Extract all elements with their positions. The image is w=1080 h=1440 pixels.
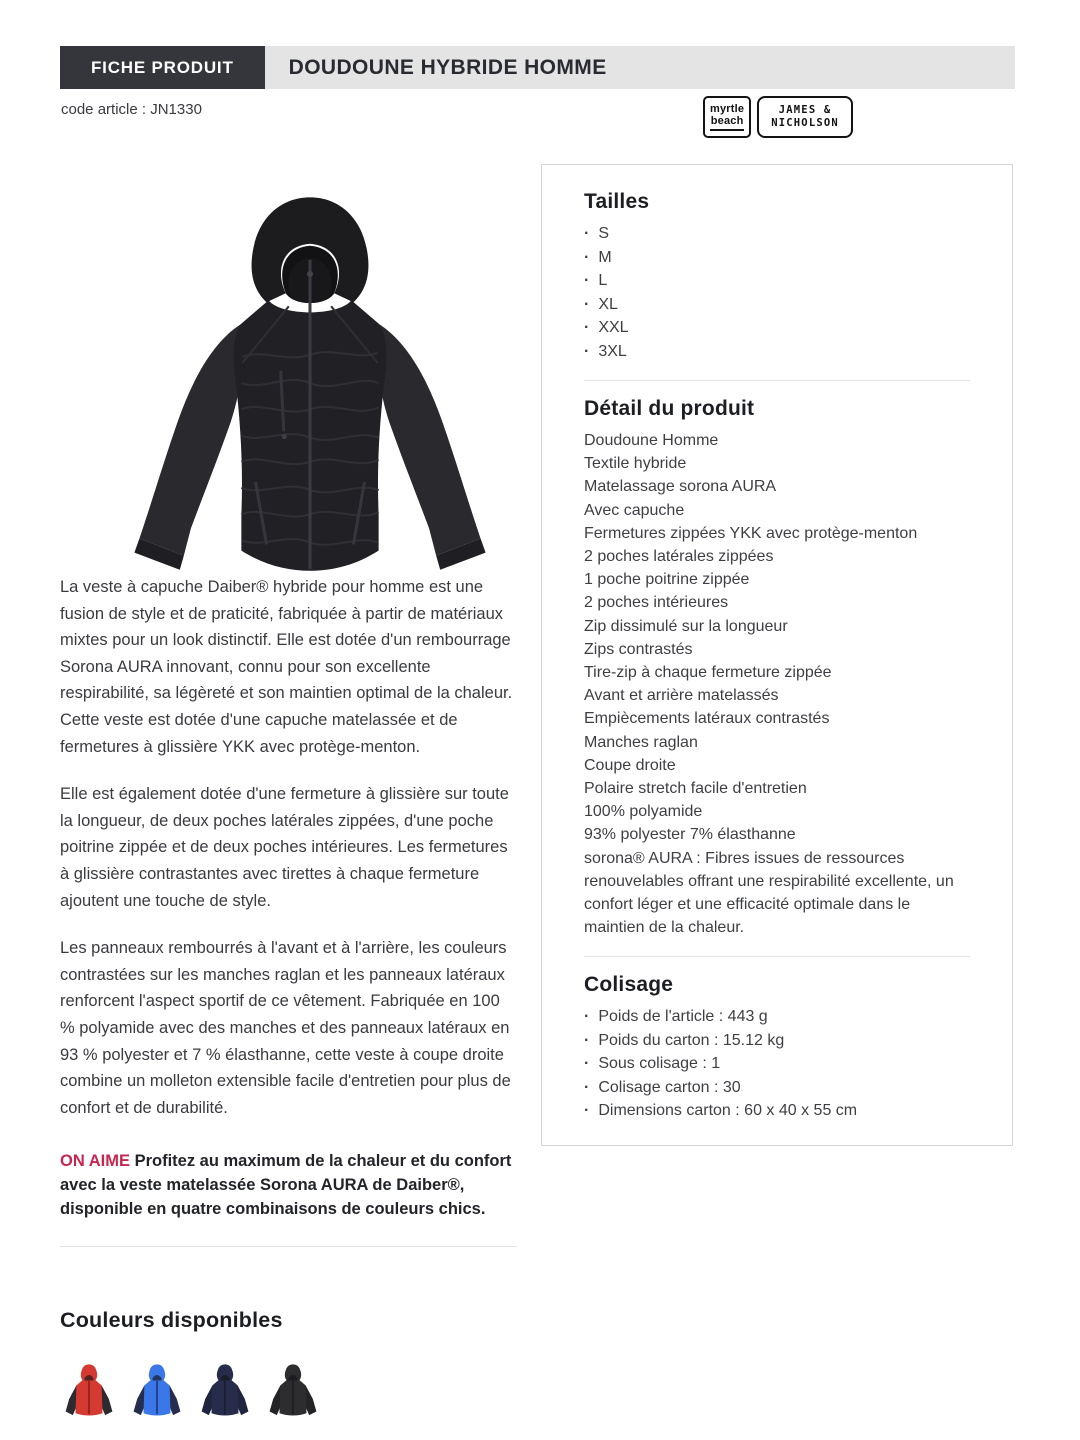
detail-line: Manches raglan — [584, 733, 698, 751]
page-title: DOUDOUNE HYBRIDE HOMME — [265, 46, 1015, 89]
size-item: · 3XL — [584, 340, 970, 364]
packaging-item: · Dimensions carton : 60 x 40 x 55 cm — [584, 1099, 970, 1123]
description-divider — [60, 1246, 517, 1247]
detail-line: Avec capuche — [584, 501, 685, 519]
sheet-type-badge: FICHE PRODUIT — [60, 46, 265, 89]
header-bar — [60, 46, 1015, 89]
myrtle-beach-logo: myrtle beach — [703, 96, 751, 138]
jacket-illustration — [93, 163, 527, 587]
description-paragraph-1: La veste à capuche Daiber® hybride pour homme est une fusion de style et de praticité, fabriquée à partir de matériaux mixtes pour un look distinctif. Elle est dotée d'un rembourrage Sorona AURA innovant, connu pour son excellente respirabilité, sa légèreté et son maintien optimal de la chaleur. Cette veste est dotée d'une capuche matelassée et de fermetures à glissière YKK avec protège-menton. — [60, 578, 513, 756]
brand-logos — [703, 96, 853, 138]
description-paragraph-2: Elle est également dotée d'une fermeture à glissière sur toute la longueur, de deux poches latérales zippées, d'une poche poitrine zippée et de deux poches intérieures. Les fermetures à glissière contrastantes avec tirettes à chaque fermeture ajoutent une touche de style. — [60, 785, 509, 910]
packaging-item: · Poids de l'article : 443 g — [584, 1005, 970, 1029]
myrtle-beach-logo-text: myrtle — [710, 103, 745, 115]
packaging-list — [584, 1005, 970, 1123]
jacket-swatch-icon — [130, 1354, 184, 1424]
product-description — [60, 574, 517, 1247]
detail-line: Coupe droite — [584, 756, 676, 774]
highlight-paragraph — [60, 1149, 517, 1221]
detail-line: Polaire stretch facile d'entretien — [584, 780, 807, 798]
detail-line: 2 poches intérieures — [584, 594, 729, 612]
detail-line: Avant et arrière matelassés — [584, 687, 779, 705]
detail-line: Fermetures zippées YKK avec protège-menton — [584, 524, 918, 542]
highlight-text: Profitez au maximum de la chaleur et du confort avec la veste matelassée Sorona AURA de Daiber®, disponible en quatre combinaisons de couleurs chics. — [60, 1152, 512, 1219]
color-swatches — [62, 1354, 320, 1424]
detail-line: 100% polyamide — [584, 803, 703, 821]
james-nicholson-logo-text: JAMES & — [778, 104, 832, 116]
color-swatch — [62, 1354, 116, 1424]
size-item: · S — [584, 222, 970, 246]
size-item: · M — [584, 246, 970, 270]
detail-line: sorona® AURA : Fibres issues de ressources renouvelables offrant une respirabilité excellente, un confort léger et une efficacité optimale dans le maintien de la chaleur. — [584, 849, 954, 937]
size-item: · XL — [584, 293, 970, 317]
color-swatch — [266, 1354, 320, 1424]
info-panel — [541, 164, 1013, 1146]
packaging-heading: Colisage — [584, 973, 674, 997]
color-swatch — [198, 1354, 252, 1424]
logo-underline — [710, 129, 744, 131]
colors-heading: Couleurs disponibles — [60, 1308, 283, 1332]
jacket-swatch-icon — [198, 1354, 252, 1424]
detail-line: 93% polyester 7% élasthanne — [584, 826, 796, 844]
sizes-heading: Tailles — [584, 190, 650, 213]
packaging-item: · Colisage carton : 30 — [584, 1076, 970, 1100]
detail-line: 1 poche poitrine zippée — [584, 571, 750, 589]
details-list — [584, 429, 970, 939]
jacket-swatch-icon — [62, 1354, 116, 1424]
detail-line: Empiècements latéraux contrastés — [584, 710, 830, 728]
detail-line: Matelassage sorona AURA — [584, 478, 777, 496]
article-code: code article : JN1330 — [61, 101, 202, 118]
size-item: · XXL — [584, 316, 970, 340]
description-paragraph-3: Les panneaux rembourrés à l'avant et à l'arrière, les couleurs contrastées sur les manches raglan et les panneaux latéraux renforcent l'aspect sportif de ce vêtement. Fabriquée en 100 % polyamide avec des manches et des panneaux latéraux en 93 % polyester et 7 % élasthanne, cette veste à coupe droite combine un molleton extensible facile d'entretien pour plus de confort et de durabilité. — [60, 939, 511, 1117]
sizes-list — [584, 222, 970, 363]
detail-line: 2 poches latérales zippées — [584, 548, 774, 566]
jacket-swatch-icon — [266, 1354, 320, 1424]
packaging-item: · Poids du carton : 15.12 kg — [584, 1029, 970, 1053]
packaging-item: · Sous colisage : 1 — [584, 1052, 970, 1076]
detail-line: Zip dissimulé sur la longueur — [584, 617, 788, 635]
color-swatch — [130, 1354, 184, 1424]
detail-line: Doudoune Homme — [584, 432, 719, 449]
detail-line: Tire-zip à chaque fermeture zippée — [584, 664, 832, 682]
details-heading: Détail du produit — [584, 397, 755, 420]
detail-line: Textile hybride — [584, 455, 687, 473]
panel-divider — [584, 380, 970, 381]
size-item: · L — [584, 269, 970, 293]
panel-divider — [584, 956, 970, 957]
product-image — [93, 163, 527, 583]
highlight-label: ON AIME — [60, 1152, 130, 1171]
james-nicholson-logo: JAMES & NICHOLSON — [757, 96, 853, 138]
detail-line: Zips contrastés — [584, 640, 693, 658]
